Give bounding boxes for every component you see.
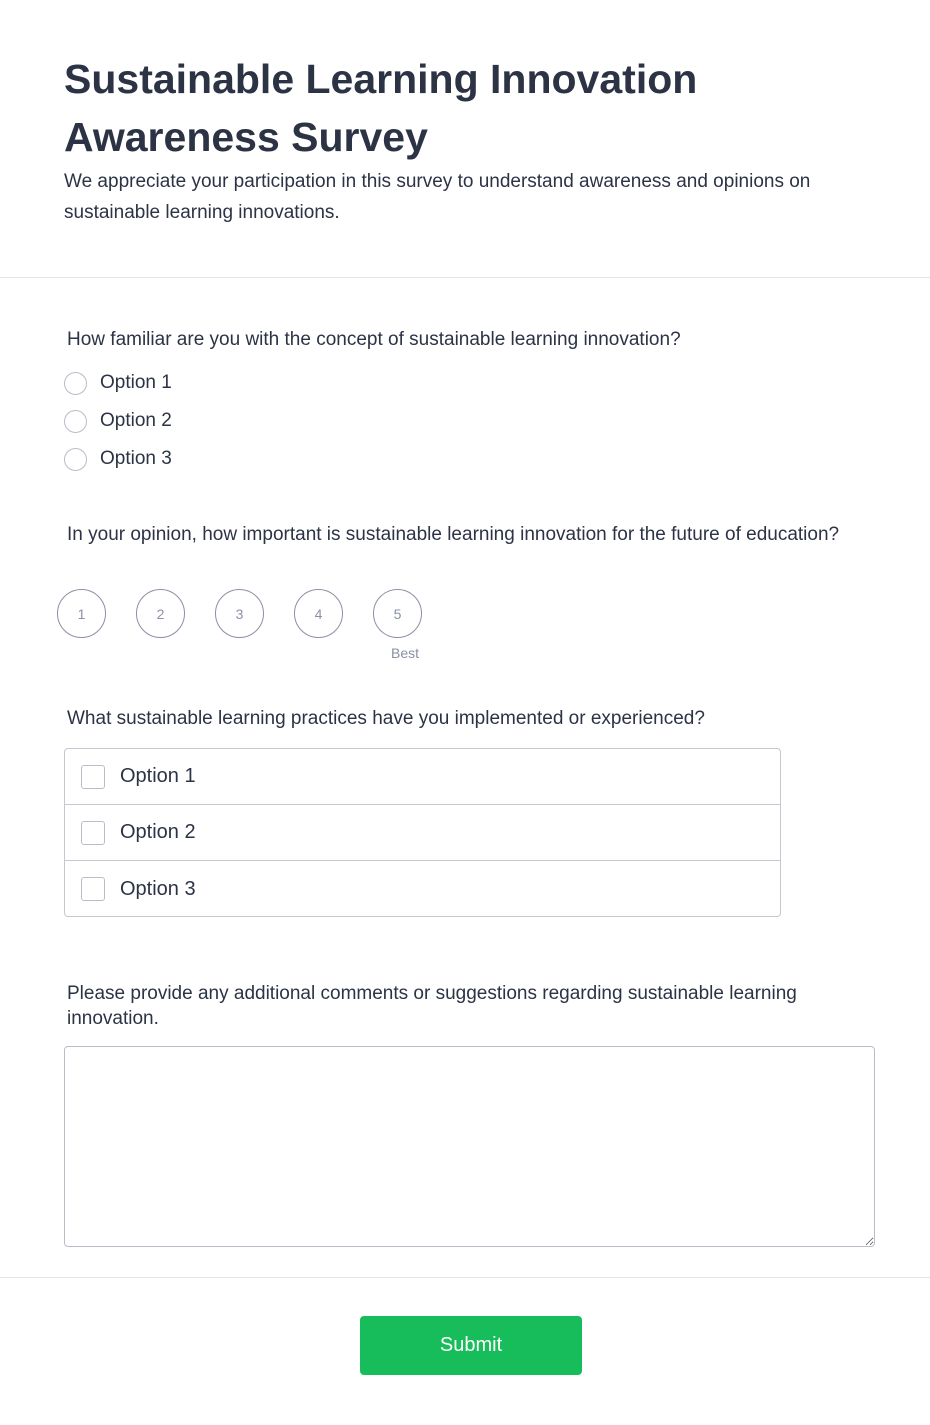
familiarity-option-2[interactable]	[64, 408, 172, 434]
question-practices-label: What sustainable learning practices have you implemented or experienced?	[67, 708, 705, 729]
rating-4-button[interactable]: 4	[294, 589, 343, 638]
checkbox-label: Option 3	[120, 877, 196, 900]
practices-option-1[interactable]	[65, 749, 780, 805]
checkbox[interactable]	[81, 821, 105, 845]
radio-button[interactable]	[64, 410, 87, 433]
question-comments-label: Please provide any additional comments or suggestions regarding sustainable learning innovation.	[67, 983, 797, 1029]
rating-5-button[interactable]: 5	[373, 589, 422, 638]
checkbox-label: Option 2	[120, 821, 196, 843]
page-title: Sustainable Learning Innovation Awareness Survey	[64, 56, 698, 160]
radio-button[interactable]	[64, 372, 87, 395]
checkbox-label: Option 1	[120, 765, 196, 787]
question-importance-label: In your opinion, how important is sustainable learning innovation for the future of education?	[67, 524, 840, 545]
submit-button[interactable]: Submit	[360, 1316, 582, 1375]
page-description: We appreciate your participation in this survey to understand awareness and opinions on sustainable learning innovations.	[64, 171, 811, 223]
footer-divider	[0, 1277, 930, 1278]
comments-textarea[interactable]	[64, 1046, 875, 1247]
question-familiarity-label: How familiar are you with the concept of sustainable learning innovation?	[67, 329, 681, 350]
radio-label: Option 3	[100, 448, 172, 469]
rating-1-button[interactable]: 1	[57, 589, 106, 638]
rating-3-button[interactable]: 3	[215, 589, 264, 638]
familiarity-option-3[interactable]	[64, 446, 172, 472]
checkbox[interactable]	[81, 765, 105, 789]
practices-checkbox-group	[64, 748, 781, 917]
survey-header	[0, 0, 930, 278]
rating-2-button[interactable]: 2	[136, 589, 185, 638]
radio-label: Option 2	[100, 410, 172, 431]
radio-button[interactable]	[64, 448, 87, 471]
checkbox[interactable]	[81, 877, 105, 901]
radio-label: Option 1	[100, 372, 172, 393]
familiarity-option-1[interactable]	[64, 370, 172, 396]
rating-best-caption: Best	[391, 645, 420, 661]
practices-option-2[interactable]	[65, 805, 780, 861]
practices-option-3[interactable]	[65, 861, 780, 917]
